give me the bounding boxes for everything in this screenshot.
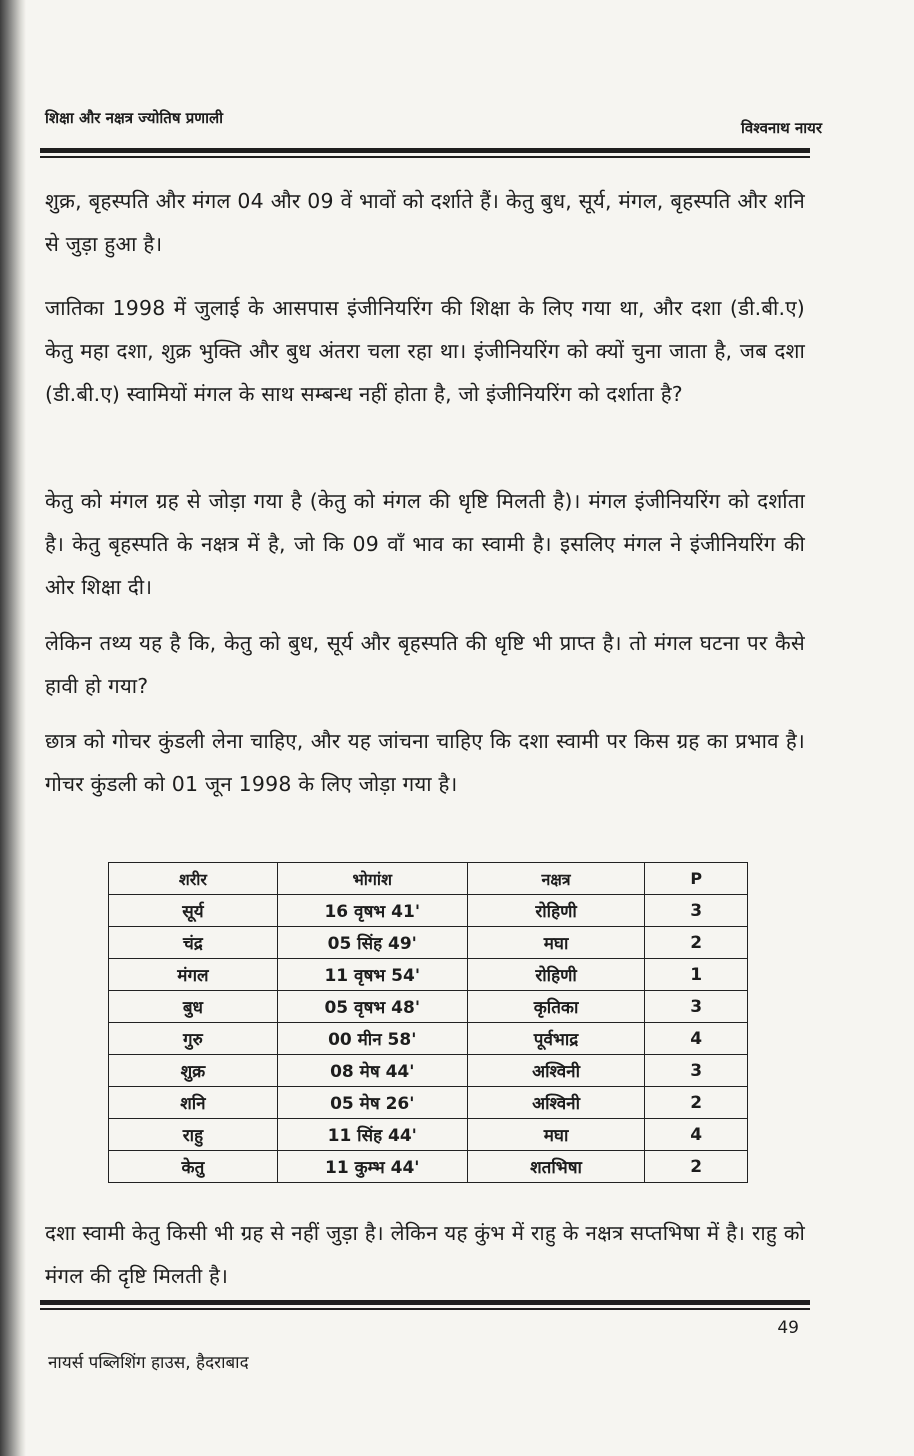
table-row xyxy=(109,1087,748,1119)
cell-body: बुध xyxy=(109,991,278,1023)
cell-body: गुरु xyxy=(109,1023,278,1055)
cell-longitude: 05 वृषभ 48' xyxy=(277,991,467,1023)
table-row xyxy=(109,1023,748,1055)
cell-p: 1 xyxy=(645,959,748,991)
cell-longitude: 11 कुम्भ 44' xyxy=(277,1151,467,1183)
column-header-nakshatra: नक्षत्र xyxy=(467,863,645,895)
footer-rule xyxy=(40,1300,810,1305)
cell-nakshatra: रोहिणी xyxy=(467,959,645,991)
cell-body: चंद्र xyxy=(109,927,278,959)
running-header-author: विश्वनाथ नायर xyxy=(740,119,822,137)
column-header-longitude: भोगांश xyxy=(277,863,467,895)
paragraph-1: शुक्र, बृहस्पति और मंगल 04 और 09 वें भावों को दर्शाते हैं। केतु बुध, सूर्य, मंगल, बृहस्पति और शनि से जुड़ा हुआ है। xyxy=(45,189,805,256)
cell-nakshatra: शतभिषा xyxy=(467,1151,645,1183)
column-header-p: P xyxy=(645,863,748,895)
cell-nakshatra: मघा xyxy=(467,927,645,959)
cell-body: मंगल xyxy=(109,959,278,991)
page-number: 49 xyxy=(777,1318,799,1338)
publisher-line: नायर्स पब्लिशिंग हाउस, हैदराबाद xyxy=(48,1353,249,1373)
transit-planet-table xyxy=(108,862,748,1183)
cell-body: सूर्य xyxy=(109,895,278,927)
table-row xyxy=(109,1119,748,1151)
paragraph-2: जातिका 1998 में जुलाई के आसपास इंजीनियरिंग की शिक्षा के लिए गया था, और दशा (डी.बी.ए) केतु महा दशा, शुक्र भुक्ति और बुध अंतरा चला रहा था। इंजीनियरिंग को क्यों चुना जाता है, जब दशा (डी.बी.ए) स्वामियों मंगल के साथ सम्बन्ध नहीं होता है, जो इंजीनियरिंग को दर्शाता है? xyxy=(45,296,805,406)
cell-longitude: 05 मेष 26' xyxy=(277,1087,467,1119)
running-header-title: शिक्षा और नक्षत्र ज्योतिष प्रणाली xyxy=(45,109,224,127)
cell-longitude: 11 सिंह 44' xyxy=(277,1119,467,1151)
table-row xyxy=(109,895,748,927)
cell-longitude: 00 मीन 58' xyxy=(277,1023,467,1055)
cell-nakshatra: कृतिका xyxy=(467,991,645,1023)
header-rule xyxy=(40,148,810,153)
cell-longitude: 08 मेष 44' xyxy=(277,1055,467,1087)
cell-body: केतु xyxy=(109,1151,278,1183)
cell-body: शुक्र xyxy=(109,1055,278,1087)
table-row xyxy=(109,991,748,1023)
cell-p: 2 xyxy=(645,927,748,959)
cell-nakshatra: मघा xyxy=(467,1119,645,1151)
cell-nakshatra: अश्विनी xyxy=(467,1087,645,1119)
paragraph-3: केतु को मंगल ग्रह से जोड़ा गया है (केतु को मंगल की धृष्टि मिलती है)। मंगल इंजीनियरिंग को दर्शाता है। केतु बृहस्पति के नक्षत्र में है, जो कि 09 वाँ भाव का स्वामी है। इसलिए मंगल ने इंजीनियरिंग की ओर शिक्षा दी। xyxy=(45,489,805,599)
table-row xyxy=(109,927,748,959)
cell-longitude: 05 सिंह 49' xyxy=(277,927,467,959)
page-binding-shadow xyxy=(0,0,26,1456)
cell-p: 2 xyxy=(645,1151,748,1183)
header-rule-thin xyxy=(40,156,810,158)
cell-p: 3 xyxy=(645,1055,748,1087)
cell-nakshatra: अश्विनी xyxy=(467,1055,645,1087)
paragraph-5: छात्र को गोचर कुंडली लेना चाहिए, और यह जांचना चाहिए कि दशा स्वामी पर किस ग्रह का प्रभाव है। गोचर कुंडली को 01 जून 1998 के लिए जोड़ा गया है। xyxy=(45,729,805,796)
cell-p: 3 xyxy=(645,895,748,927)
cell-longitude: 11 वृषभ 54' xyxy=(277,959,467,991)
cell-p: 4 xyxy=(645,1023,748,1055)
cell-body: शनि xyxy=(109,1087,278,1119)
paragraph-4: लेकिन तथ्य यह है कि, केतु को बुध, सूर्य और बृहस्पति की धृष्टि भी प्राप्त है। तो मंगल घटना पर कैसे हावी हो गया? xyxy=(45,631,805,698)
table-row xyxy=(109,1055,748,1087)
cell-nakshatra: रोहिणी xyxy=(467,895,645,927)
cell-body: राहु xyxy=(109,1119,278,1151)
cell-longitude: 16 वृषभ 41' xyxy=(277,895,467,927)
table-header-row xyxy=(109,863,748,895)
cell-nakshatra: पूर्वभाद्र xyxy=(467,1023,645,1055)
cell-p: 4 xyxy=(645,1119,748,1151)
paragraph-6: दशा स्वामी केतु किसी भी ग्रह से नहीं जुड़ा है। लेकिन यह कुंभ में राहु के नक्षत्र सप्तभिषा में है। राहु को मंगल की दृष्टि मिलती है। xyxy=(45,1221,805,1288)
column-header-body: शरीर xyxy=(109,863,278,895)
footer-rule-thin xyxy=(40,1308,810,1310)
table-row xyxy=(109,959,748,991)
cell-p: 3 xyxy=(645,991,748,1023)
cell-p: 2 xyxy=(645,1087,748,1119)
table-row xyxy=(109,1151,748,1183)
